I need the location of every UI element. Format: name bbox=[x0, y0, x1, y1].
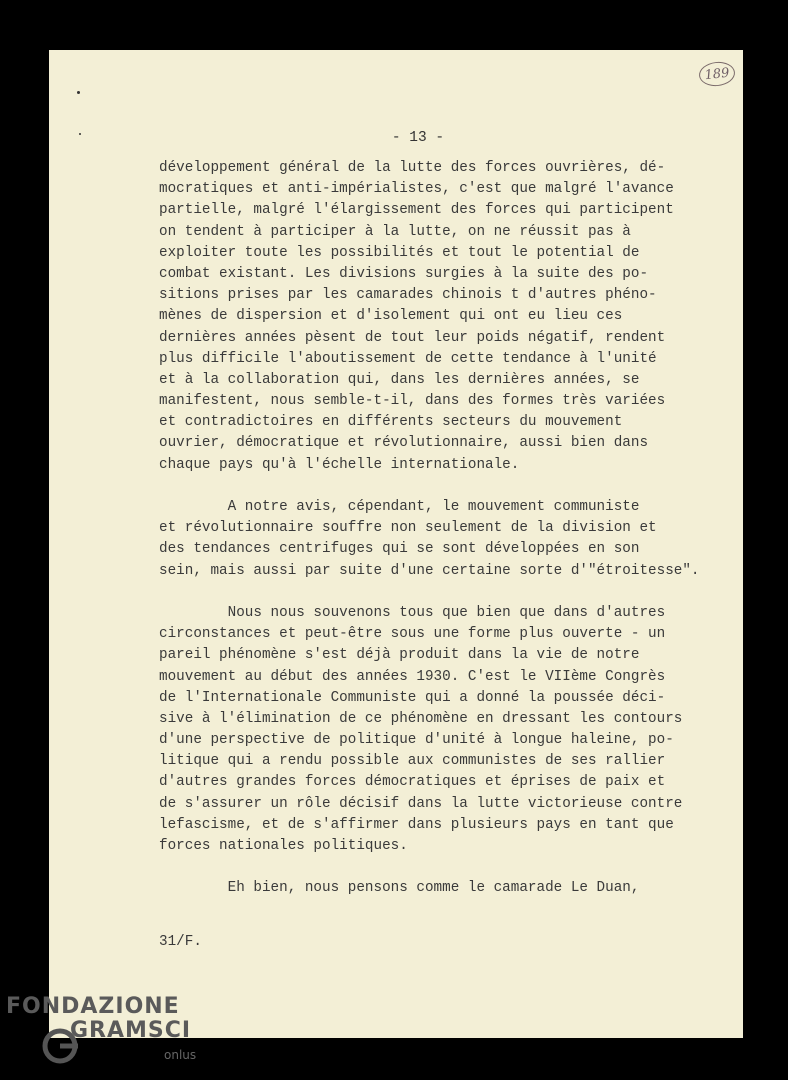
text-line: forces nationales politiques. bbox=[159, 838, 408, 854]
text-line: dernières années pèsent de tout leur poids négatif, rendent bbox=[159, 329, 666, 346]
text-line: sein, mais aussi par suite d'une certaine sorte d'"étroitesse". bbox=[159, 562, 700, 579]
text-line: partielle, malgré l'élargissement des forces qui participent bbox=[159, 202, 674, 219]
text-line: et à la collaboration qui, dans les dernières années, se bbox=[159, 371, 640, 388]
text-line: plus difficile l'aboutissement de cette tendance à l'unité bbox=[159, 350, 657, 367]
body-text bbox=[159, 158, 719, 900]
text-line: mènes de dispersion et d'isolement qui ont eu lieu ces bbox=[159, 308, 623, 325]
text-line: mocratiques et anti-impérialistes, c'est que malgré l'avance bbox=[159, 181, 674, 198]
paper-speck bbox=[77, 91, 80, 94]
text-line: de l'Internationale Communiste qui a donné la poussée déci- bbox=[159, 689, 666, 706]
text-line: mouvement au début des années 1930. C'est le VIIème Congrès bbox=[159, 668, 666, 685]
text-line: A notre avis, cépendant, le mouvement communiste bbox=[159, 499, 640, 515]
paragraph-gap bbox=[159, 476, 719, 497]
text-line: de s'assurer un rôle décisif dans la lutte victorieuse contre bbox=[159, 795, 683, 812]
fondazione-gramsci-watermark bbox=[6, 994, 196, 1074]
paragraph-gap bbox=[159, 857, 719, 878]
text-line: ouvrier, démocratique et révolutionnaire, aussi bien dans bbox=[159, 435, 649, 452]
text-line: Eh bien, nous pensons comme le camarade Le Duan, bbox=[159, 880, 640, 897]
text-line: des tendances centrifuges qui se sont développées en son bbox=[159, 541, 640, 558]
text-line: développement général de la lutte des forces ouvrières, dé- bbox=[159, 160, 666, 176]
text-line: chaque pays qu'à l'échelle internationale. bbox=[159, 456, 520, 473]
page-number: - 13 - bbox=[391, 130, 445, 146]
document-page bbox=[49, 50, 743, 1038]
text-line: lefascisme, et de s'affirmer dans plusieurs pays en tant que bbox=[159, 816, 674, 833]
text-line: pareil phénomène s'est déjà produit dans la vie de notre bbox=[159, 647, 640, 664]
text-line: d'autres grandes forces démocratiques et éprises de paix et bbox=[159, 774, 666, 791]
archive-stamp bbox=[698, 60, 736, 88]
text-line: combat existant. Les divisions surgies à la suite des po- bbox=[159, 265, 649, 282]
text-line: on tendent à participer à la lutte, on ne réussit pas à bbox=[159, 223, 631, 240]
text-line: manifestent, nous semble-t-il, dans des formes très variées bbox=[159, 393, 666, 410]
text-line: et contradictoires en différents secteurs du mouvement bbox=[159, 414, 623, 431]
text-line: exploiter toute les possibilités et tout le potential de bbox=[159, 244, 640, 261]
text-line: circonstances et peut-être sous une forme plus ouverte - un bbox=[159, 626, 666, 643]
text-line: sitions prises par les camarades chinois t d'autres phéno- bbox=[159, 287, 657, 304]
text-line: Nous nous souvenons tous que bien que dans d'autres bbox=[159, 604, 666, 621]
text-line: sive à l'élimination de ce phénomène en dressant les contours bbox=[159, 710, 683, 727]
text-line: et révolutionnaire souffre non seulement de la division et bbox=[159, 520, 657, 537]
text-line: d'une perspective de politique d'unité à longue haleine, po- bbox=[159, 732, 674, 749]
watermark-line1: FONDAZIONE bbox=[6, 994, 180, 1019]
watermark-line2: GRAMSCI bbox=[70, 1018, 192, 1043]
watermark-sub: onlus bbox=[164, 1048, 197, 1062]
text-line: litique qui a rendu possible aux communistes de ses rallier bbox=[159, 753, 666, 770]
footer-reference: 31/F. bbox=[159, 934, 202, 950]
paragraph-gap bbox=[159, 582, 719, 603]
archive-stamp-number: 189 bbox=[703, 65, 731, 83]
